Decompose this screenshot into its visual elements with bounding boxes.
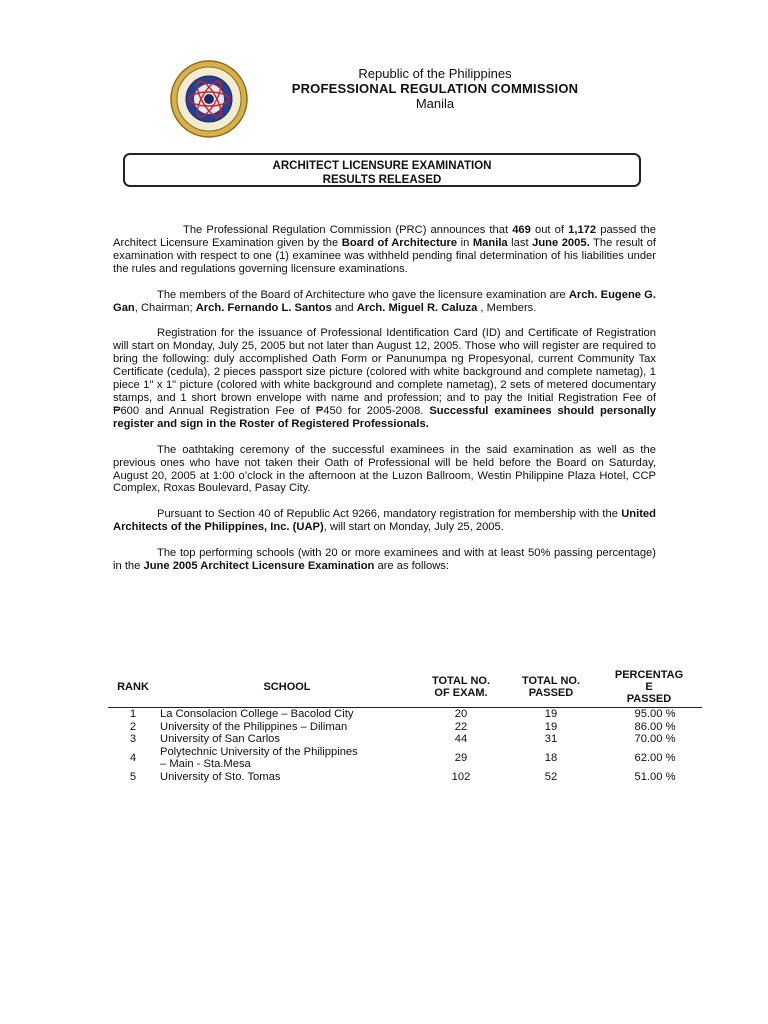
text: , Members. xyxy=(477,301,537,314)
header-line: TOTAL NO. xyxy=(521,675,581,687)
col-header-school: SCHOOL xyxy=(158,669,416,708)
exams-cell: 22 xyxy=(454,720,468,733)
total-count: 1,172 xyxy=(568,224,597,236)
text: passed the Architect Licensure Examination given by the xyxy=(113,224,656,249)
text: , will start on Monday, July 25, 2005. xyxy=(323,521,504,534)
school-name-line: Polytechnic University of the Philippines xyxy=(160,745,358,758)
exam-name: June 2005 Architect Licensure Examination xyxy=(143,560,375,573)
paragraph-board-members xyxy=(113,289,656,315)
paragraph-announcement xyxy=(113,224,656,276)
passed-count: 469 xyxy=(512,224,531,236)
school-cell: University of San Carlos xyxy=(160,733,280,745)
passed-cell: 19 xyxy=(544,720,558,733)
document-title: ARCHITECT LICENSURE EXAMINATION xyxy=(272,160,492,172)
table-row xyxy=(108,733,702,746)
school-cell: University of Sto. Tomas xyxy=(160,770,281,783)
text: out of xyxy=(530,224,569,236)
rank-cell: 5 xyxy=(129,770,137,783)
top-schools-table xyxy=(108,669,702,783)
text: Registration for the issuance of Professional Identification Card (ID) and Certificate of Registration will start on Monday, July 25, 2005 but not later than August 12, 2005. Those who will register are required to bring the following: duly accomplished Oath Form or Panunumpa ng Propesyonal, current Community Tax Certificate (cedula), 2 pieces passport size picture (colored with white background and complete nametag), 1 piece 1" x 1" picture (colored with white background and complete nametag), 2 sets of metered documentary stamps, and 1 short brown envelope with name and profession; and to pay the Initial Registration Fee of ₱600 and Annual Registration Fee of ₱450 for 2005-2008. xyxy=(113,327,656,417)
rank-cell: 2 xyxy=(129,720,137,733)
percentage-cell: 70.00 % xyxy=(634,733,676,745)
table-row xyxy=(108,721,702,734)
member-name: Arch. Miguel R. Caluza xyxy=(356,301,478,314)
col-header-total-passed xyxy=(506,669,596,708)
paragraph-top-schools xyxy=(113,547,656,573)
school-cell: University of the Philippines – Diliman xyxy=(160,720,348,733)
board-name: Board of Architecture xyxy=(341,236,458,249)
text: The Professional Regulation Commission (PRC) announces that xyxy=(183,224,513,236)
col-header-rank: RANK xyxy=(108,669,158,708)
percentage-cell: 95.00 % xyxy=(634,708,676,720)
header-line: PASSED xyxy=(528,687,574,699)
text: in xyxy=(457,236,473,249)
percentage-cell: 86.00 % xyxy=(634,720,676,733)
header-line: E xyxy=(645,681,653,693)
table-row xyxy=(108,708,702,721)
exam-place: Manila xyxy=(472,236,508,249)
text: and xyxy=(331,301,357,314)
prc-seal-logo xyxy=(170,60,248,138)
passed-cell: 19 xyxy=(544,708,558,720)
text: , Chairman; xyxy=(134,301,196,314)
header-line: TOTAL NO. xyxy=(431,675,491,687)
text: The top performing schools (with 20 or more examinees and with at least 50% passing percentage) in the xyxy=(113,547,656,573)
table-row xyxy=(108,771,702,784)
text: The result of examination with respect to one (1) examinee was withheld pending final determination of his liabilities under the rules and regulations governing licensure examinations. xyxy=(113,236,656,275)
rank-cell: 3 xyxy=(129,733,137,745)
header-line: PERCENTAG xyxy=(614,669,684,681)
school-cell: La Consolacion College – Bacolod City xyxy=(160,708,354,720)
header-line: OF EXAM. xyxy=(434,687,488,699)
text: The members of the Board of Architecture who gave the licensure examination are xyxy=(157,288,569,301)
exam-month: June 2005. xyxy=(532,236,590,249)
passed-cell: 52 xyxy=(544,770,558,783)
member-name: Arch. Fernando L. Santos xyxy=(195,301,332,314)
table-header-row xyxy=(108,669,702,708)
percentage-cell: 51.00 % xyxy=(634,770,676,783)
document-subtitle: RESULTS RELEASED xyxy=(322,174,442,186)
letterhead xyxy=(250,66,620,111)
passed-cell: 31 xyxy=(544,733,558,745)
document-title-box xyxy=(123,153,641,187)
school-cell xyxy=(158,746,416,771)
organization-name: PROFESSIONAL REGULATION COMMISSION xyxy=(291,81,579,96)
paragraph-registration xyxy=(113,327,656,430)
rank-cell: 1 xyxy=(129,708,137,720)
percentage-cell: 62.00 % xyxy=(634,751,676,764)
passed-cell: 18 xyxy=(544,751,558,764)
city-name: Manila xyxy=(415,96,455,111)
text: are as follows: xyxy=(374,560,449,573)
chairman-name: Arch. Eugene G. Gan xyxy=(113,288,656,314)
school-name-line: – Main - Sta.Mesa xyxy=(160,758,251,770)
header-line: PASSED xyxy=(626,693,672,705)
exams-cell: 29 xyxy=(454,751,468,764)
document-body xyxy=(113,224,656,586)
col-header-total-exam xyxy=(416,669,506,708)
country-name: Republic of the Philippines xyxy=(358,66,512,81)
rank-cell: 4 xyxy=(129,751,137,764)
table-row xyxy=(108,746,702,771)
exams-cell: 102 xyxy=(451,770,471,783)
col-header-percentage xyxy=(596,669,702,708)
text: Pursuant to Section 40 of Republic Act 9266, mandatory registration for membership with the xyxy=(157,508,622,521)
exams-cell: 44 xyxy=(454,733,468,745)
text: last xyxy=(507,236,533,249)
registration-notice: Successful examinees should personally register and sign in the Roster of Registered Professionals. xyxy=(113,404,656,430)
exams-cell: 20 xyxy=(454,708,468,720)
paragraph-uap-membership xyxy=(113,508,656,534)
paragraph-oathtaking: The oathtaking ceremony of the successful examinees in the said examination as well as the previous ones who have not taken their Oath of Professional will be held before the Board on Saturday, August 20, 2005 at 1:00 o’clock in the afternoon at the Luzon Ballroom, Westin Philippine Plaza Hotel, CCP Complex, Roxas Boulevard, Pasay City. xyxy=(113,443,656,495)
uap-name: United Architects of the Philippines, Inc. (UAP) xyxy=(113,508,656,534)
